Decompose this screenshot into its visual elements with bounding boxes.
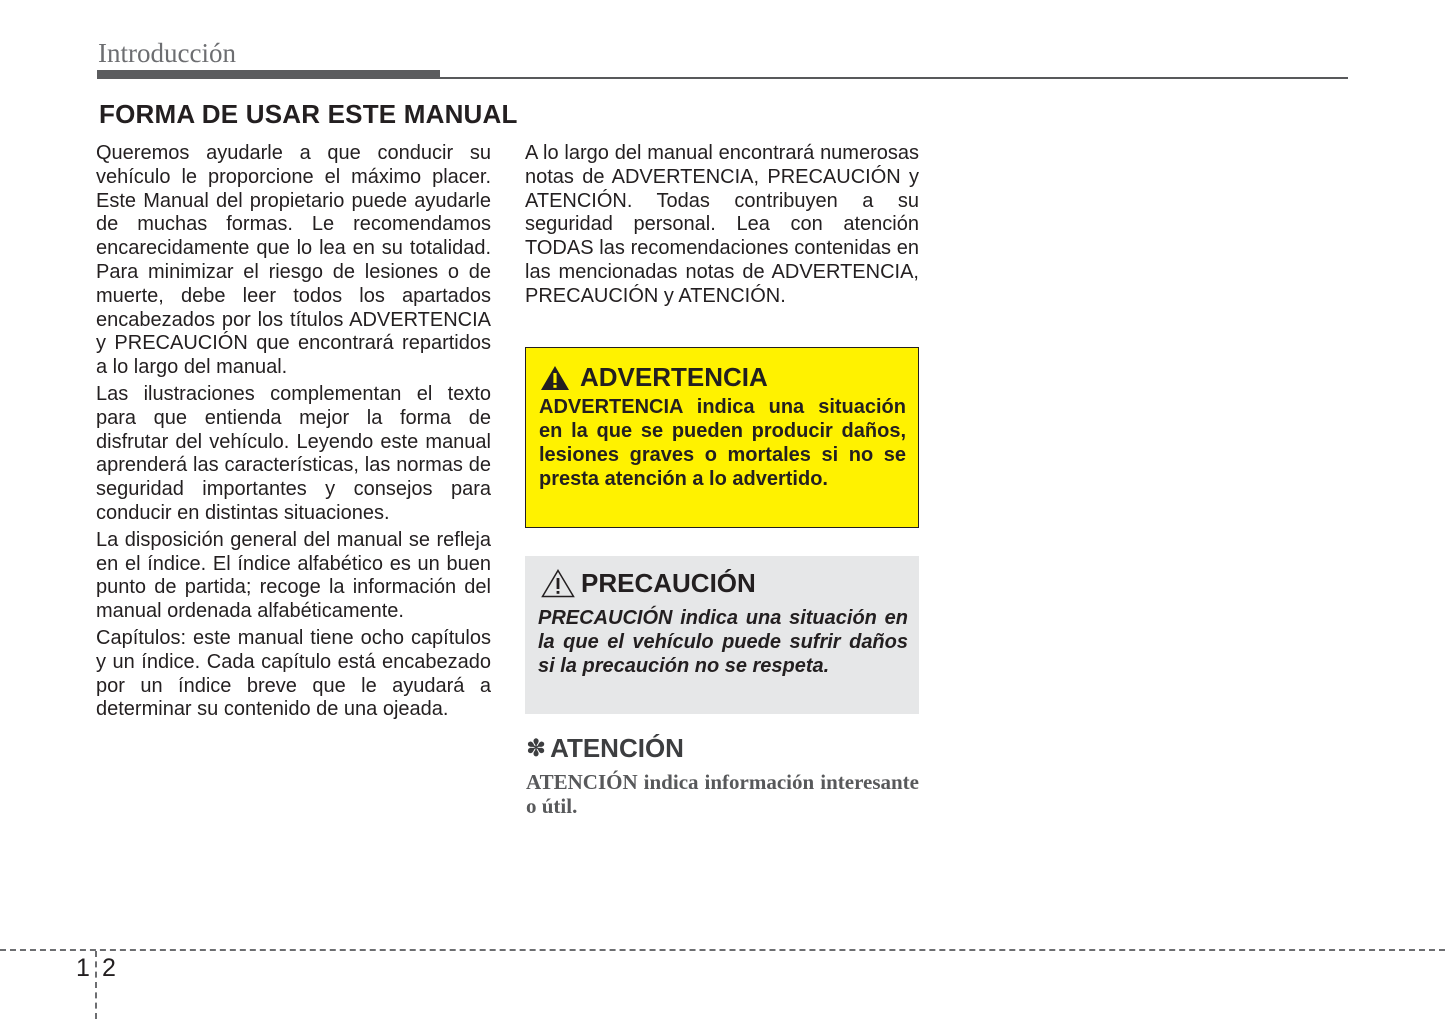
note-header bbox=[526, 733, 919, 764]
header-rule-thin bbox=[440, 77, 1348, 79]
caution-text: PRECAUCIÓN indica una situación en la que el vehículo puede sufrir daños si la precaución no se respeta. bbox=[538, 607, 908, 677]
right-column bbox=[525, 142, 919, 312]
page-title: FORMA DE USAR ESTE MANUAL bbox=[99, 99, 518, 129]
left-column bbox=[96, 142, 491, 725]
footer-divider bbox=[0, 949, 1445, 951]
section-label: Introducción bbox=[98, 38, 236, 68]
page-number: 2 bbox=[102, 954, 116, 982]
warning-text: ADVERTENCIA indica una situación en la que se pueden producir daños, lesiones graves o mortales si no se presta atención a lo advertido. bbox=[539, 396, 906, 490]
warning-triangle-icon bbox=[540, 365, 570, 391]
note-block bbox=[526, 733, 919, 818]
caution-header bbox=[541, 568, 756, 599]
header-rule-thick bbox=[97, 70, 440, 79]
warning-header bbox=[540, 362, 768, 393]
asterisk-icon: ✽ bbox=[526, 735, 547, 762]
intro-paragraph: A lo largo del manual encontrará numerosas notas de ADVERTENCIA, PRECAUCIÓN y ATENCIÓN. Todas contribuyen a su seguridad personal. Lea con atención TODAS las recomendaciones contenidas en las mencionadas notas de ADVERTENCIA, PRECAUCIÓN y ATENCIÓN. bbox=[525, 142, 919, 307]
caution-box bbox=[525, 556, 919, 714]
footer-vertical-divider bbox=[95, 951, 97, 1019]
paragraph: Queremos ayudarle a que conducir su vehículo le proporcione el máximo placer. Este Manual del propietario puede ayudarle de muchas formas. Le recomendamos encarecidamente que lo lea en su totalidad. Para minimizar el riesgo de lesiones o de muerte, debe leer todos los apartados encabezados por los títulos ADVERTENCIA y PRECAUCIÓN que encontrará repartidos a lo largo del manual. bbox=[96, 142, 491, 379]
warning-box bbox=[525, 347, 919, 528]
note-title: ATENCIÓN bbox=[550, 733, 684, 763]
note-text: ATENCIÓN indica información interesante o útil. bbox=[526, 770, 919, 818]
paragraph: Las ilustraciones complementan el texto para que entienda mejor la forma de disfrutar del vehículo. Leyendo este manual aprenderá las características, las normas de seguridad importantes y consejos para conducir en distintas situaciones. bbox=[96, 382, 491, 524]
paragraph: La disposición general del manual se refleja en el índice. El índice alfabético es un buen punto de partida; recoge la información del manual ordenada alfabéticamente. bbox=[96, 528, 491, 623]
caution-triangle-icon bbox=[541, 569, 575, 598]
chapter-number: 1 bbox=[76, 954, 90, 982]
warning-title: ADVERTENCIA bbox=[580, 362, 768, 392]
caution-title: PRECAUCIÓN bbox=[581, 568, 756, 598]
paragraph: Capítulos: este manual tiene ocho capítulos y un índice. Cada capítulo está encabezado por un índice breve que le ayudará a determinar su contenido de una ojeada. bbox=[96, 626, 491, 721]
